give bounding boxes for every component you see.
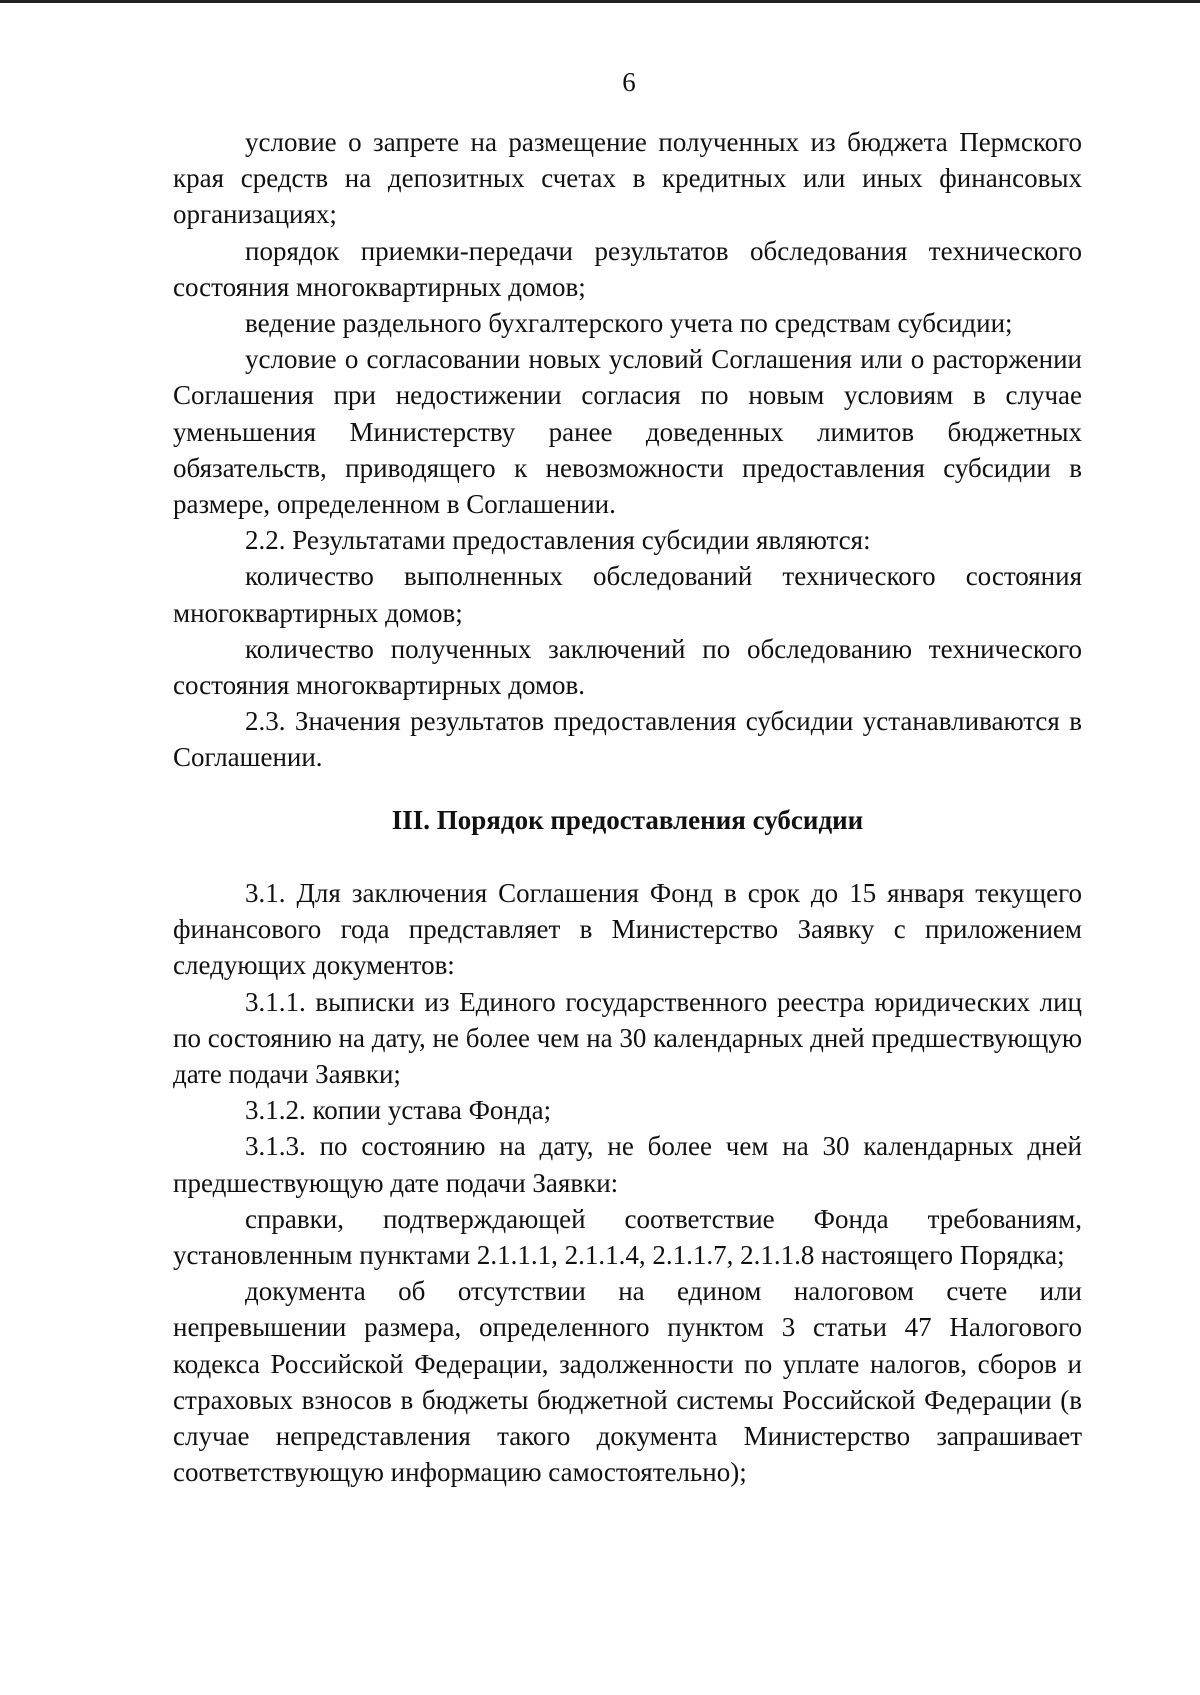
paragraph-3-1-2: 3.1.2. копии устава Фонда; [245,1095,552,1126]
paragraph-2-3-values: 2.3. Значения результатов предоставления субсидии устанавливаются в Соглашении. [173,706,1082,773]
paragraph-agreement-conditions: условие о согласовании новых условий Соглашения или о расторжении Соглашения при недостижении согласия по новым условиям в случае уменьшения Министерству ранее доведенных лимитов бюджетных обязательств, приводящего к невозможности предоставления субсидии в размере, определенном в Соглашении. [173,344,1082,520]
section-3-heading-block [173,802,1082,838]
page-top-edge [0,0,1200,3]
page-number: 6 [622,67,636,97]
paragraph-deposit-prohibition: условие о запрете на размещение полученных из бюджета Пермского края средств на депозитных счетах в кредитных или иных финансовых организациях; [173,127,1082,230]
paragraph-3-1-1: 3.1.1. выписки из Единого государственного реестра юридических лиц по состоянию на дату, не более чем на 30 календарных дней предшествующую дате подачи Заявки; [173,986,1082,1090]
paragraph-2-2-results: 2.2. Результатами предоставления субсидии являются: [245,525,871,556]
paragraph-3-1-3: 3.1.3. по состоянию на дату, не более чем на 30 календарных дней предшествующую дате подачи Заявки: [173,1131,1082,1198]
paragraph-compliance-certificate: справки, подтверждающей соответствие Фонда требованиям, установленным пунктами 2.1.1.1, 2.1.1.4, 2.1.1.7, 2.1.1.8 настоящего Порядка; [173,1203,1082,1271]
paragraph-acceptance-transfer: порядок приемки-передачи результатов обследования технического состояния многоквартирных домов; [173,235,1082,302]
section-3-body [173,875,1082,1490]
paragraph-surveys-count: количество выполненных обследований технического состояния многоквартирных домов; [173,561,1082,628]
section-2-continuation [173,124,1082,776]
paragraph-separate-accounting: ведение раздельного бухгалтерского учета по средствам субсидии; [245,308,1013,339]
section-heading: III. Порядок предоставления субсидии [391,805,864,835]
paragraph-conclusions-count: количество полученных заключений по обследованию технического состояния многоквартирных домов. [173,633,1082,701]
paragraph-3-1: 3.1. Для заключения Соглашения Фонд в срок до 15 января текущего финансового года представляет в Министерство Заявку с приложением следующих документов: [173,878,1082,981]
paragraph-tax-debt-document: документа об отсутствии на едином налоговом счете или непревышении размера, определенного пунктом 3 статьи 47 Налогового кодекса Российской Федерации, задолженности по уплате налогов, сборов и страховых взносов в бюджеты бюджетной системы Российской Федерации (в случае непредставления такого документа Министерство запрашивает соответствующую информацию самостоятельно); [173,1276,1082,1488]
